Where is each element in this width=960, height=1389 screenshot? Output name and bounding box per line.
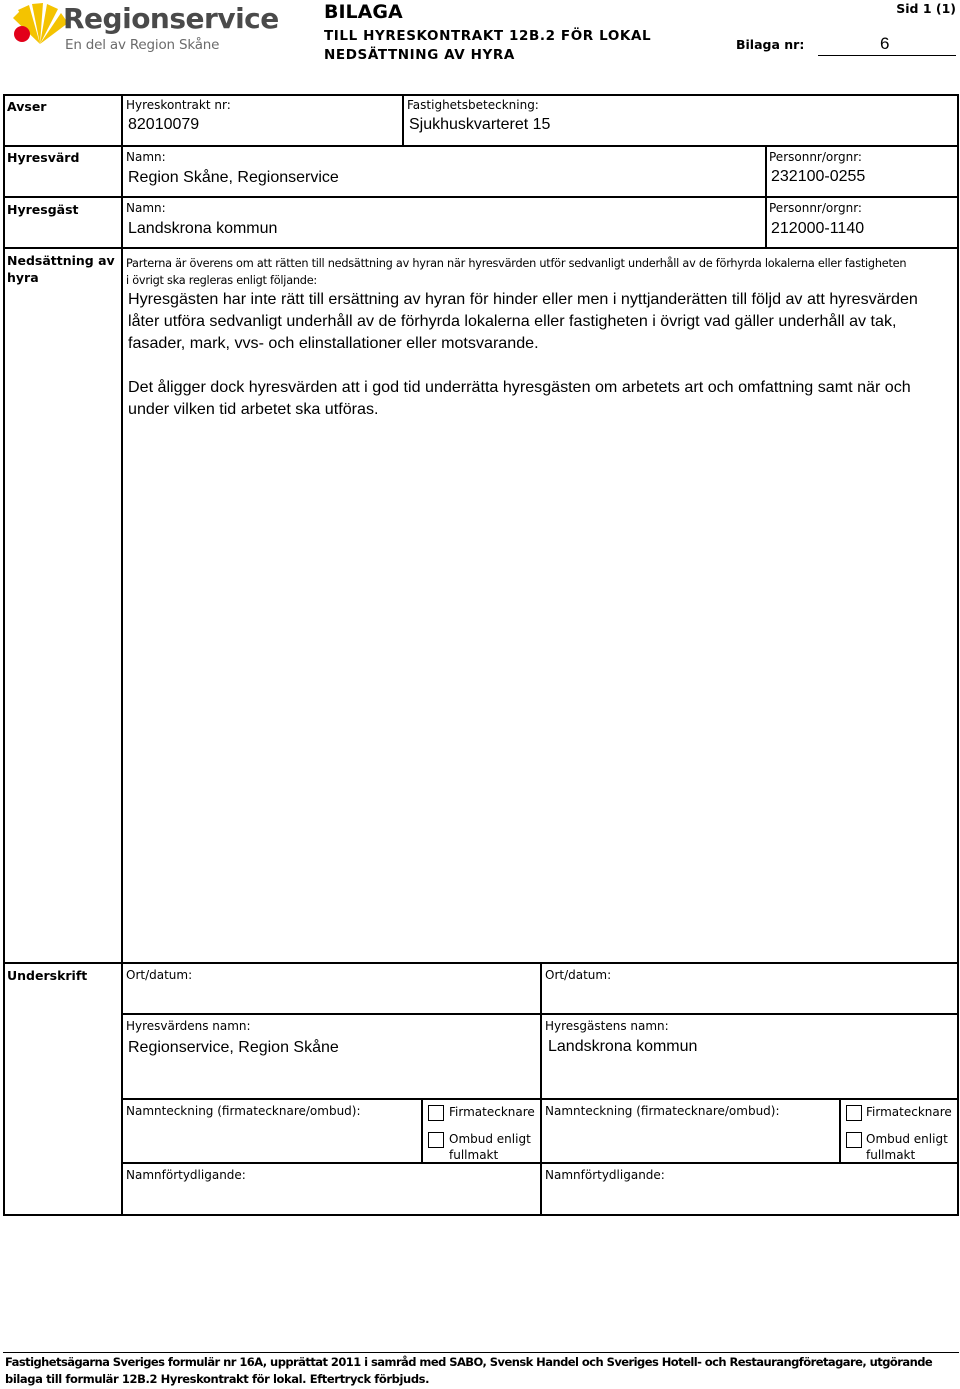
row-divider-avser (3, 145, 959, 147)
hyresgast-name-field[interactable]: Landskrona kommun (128, 220, 278, 237)
hyresvard-id-label: Personnr/orgnr: (769, 150, 862, 164)
left-ombud-checkbox[interactable] (428, 1132, 444, 1148)
nedsattning-text-field[interactable] (124, 288, 954, 958)
bilaga-number[interactable]: 6 (880, 34, 890, 53)
signature-sign-line (121, 1162, 959, 1164)
right-ombud-checkbox[interactable] (846, 1132, 862, 1148)
form-top-border (3, 94, 959, 96)
left-namnteckning-label: Namnteckning (firmatecknare/ombud): (126, 1104, 361, 1118)
right-firmatecknare-label: Firmatecknare (866, 1105, 952, 1119)
logo-name: Regionservice (63, 2, 279, 35)
left-checkbox-divider (421, 1098, 423, 1164)
row-divider-hyresgast (3, 247, 959, 249)
form-bottom-border (3, 1214, 959, 1216)
nedsattning-intro-line2: i övrigt ska regleras enligt följande: (126, 274, 317, 287)
right-namnteckning-label: Namnteckning (firmatecknare/ombud): (545, 1104, 780, 1118)
avser-column-divider (402, 94, 404, 147)
hyresvard-name-field[interactable]: Region Skåne, Regionservice (128, 169, 339, 186)
hyresvard-id-field[interactable]: 232100-0255 (771, 168, 866, 185)
hyresgast-namn-label: Hyresgästens namn: (545, 1019, 669, 1033)
hyresgast-id-field[interactable]: 212000-1140 (771, 220, 865, 237)
left-firmatecknare-label: Firmatecknare (449, 1105, 535, 1119)
document-title: BILAGA (324, 1, 403, 23)
regionservice-logo (10, 0, 279, 60)
signature-center-divider (540, 962, 542, 1216)
nedsattning-para1-line3: fasader, mark, vvs- och elinstallationer eller motsvarande. (128, 334, 539, 352)
left-firmatecknare-checkbox[interactable] (428, 1105, 444, 1121)
hyresgast-id-label: Personnr/orgnr: (769, 201, 862, 215)
kontrakt-field[interactable]: 82010079 (128, 116, 200, 133)
nedsattning-intro-line1: Parterna är överens om att rätten till nedsättning av hyran när hyresvärden utför sedvanligt underhåll av de förhyrda lokalerna eller fastigheten (126, 257, 907, 270)
hyresgast-name-label: Namn: (126, 201, 166, 215)
right-ombud-label-line2: fullmakt (866, 1148, 916, 1162)
nedsattning-para2-line2: under vilken tid arbetet ska utföras. (128, 400, 379, 418)
form-right-border (957, 94, 959, 1216)
right-ort-datum-field[interactable] (543, 984, 955, 1012)
left-namnfortydligande-label: Namnförtydligande: (126, 1168, 246, 1182)
right-firmatecknare-checkbox[interactable] (846, 1105, 862, 1121)
left-ombud-label-line1: Ombud enligt (449, 1132, 531, 1146)
left-ombud-label-line2: fullmakt (449, 1148, 499, 1162)
left-ort-datum-label: Ort/datum: (126, 968, 193, 982)
form-left-border (3, 94, 5, 1216)
section-label-avser: Avser (7, 99, 47, 114)
label-column-divider (121, 94, 123, 1216)
fastighet-field[interactable]: Sjukhuskvarteret 15 (409, 116, 551, 133)
hyresgast-column-divider (765, 196, 767, 249)
footer-line2: bilaga till formulär 12B.2 Hyreskontrakt för lokal. Eftertryck förbjuds. (5, 1372, 430, 1386)
section-label-nedsattning-line1: Nedsättning av (7, 253, 115, 268)
footer-line1: Fastighetsägarna Sveriges formulär nr 16A, upprättat 2011 i samråd med SABO, Svensk Handel och Sveriges Hotell- och Restaurangföretagare, utgörande (5, 1355, 933, 1369)
right-namnfortydligande-label: Namnförtydligande: (545, 1168, 665, 1182)
nedsattning-para2-line1: Det åligger dock hyresvärden att i god tid underrätta hyresgästen om arbetets art och omfattning samt när och (128, 378, 911, 396)
section-label-hyresvard: Hyresvärd (7, 150, 80, 165)
right-ort-datum-label: Ort/datum: (545, 968, 612, 982)
hyresvard-namn-field[interactable]: Regionservice, Region Skåne (128, 1039, 339, 1056)
section-label-nedsattning-line2: hyra (7, 270, 39, 285)
hyresvard-column-divider (765, 145, 767, 198)
nedsattning-para1-line1: Hyresgästen har inte rätt till ersättning av hyran för hinder eller men i nyttjanderätten till följd av att hyresvärden (128, 290, 918, 308)
section-label-underskrift: Underskrift (7, 968, 88, 983)
row-divider-hyresvard (3, 196, 959, 198)
page-number: Sid 1 (1) (896, 1, 956, 16)
fastighet-label: Fastighetsbeteckning: (407, 98, 539, 112)
right-ombud-label-line1: Ombud enligt (866, 1132, 948, 1146)
hyresvard-name-label: Namn: (126, 150, 166, 164)
document-subtitle-line1: TILL HYRESKONTRAKT 12B.2 FÖR LOKAL (324, 28, 652, 44)
bilaga-label: Bilaga nr: (736, 37, 805, 52)
signature-name-line (121, 1098, 959, 1100)
bilaga-underline (818, 55, 956, 56)
document-subtitle-line2: NEDSÄTTNING AV HYRA (324, 47, 515, 63)
signature-ort-line (121, 1013, 959, 1015)
nedsattning-para1-line2: låter utföra sedvanligt underhåll av de förhyrda lokalerna eller fastigheten i övrigt vad gäller underhåll av tak, (128, 312, 897, 330)
sun-logo-icon (10, 0, 70, 56)
hyresvard-namn-label: Hyresvärdens namn: (126, 1019, 251, 1033)
section-label-hyresgast: Hyresgäst (7, 202, 79, 217)
left-ort-datum-field[interactable] (124, 984, 538, 1012)
logo-tagline: En del av Region Skåne (65, 37, 220, 53)
row-divider-nedsattning (3, 962, 959, 964)
hyresgast-namn-field[interactable]: Landskrona kommun (548, 1038, 698, 1055)
right-checkbox-divider (839, 1098, 841, 1164)
kontrakt-label: Hyreskontrakt nr: (126, 98, 231, 112)
footer-divider (3, 1352, 959, 1353)
